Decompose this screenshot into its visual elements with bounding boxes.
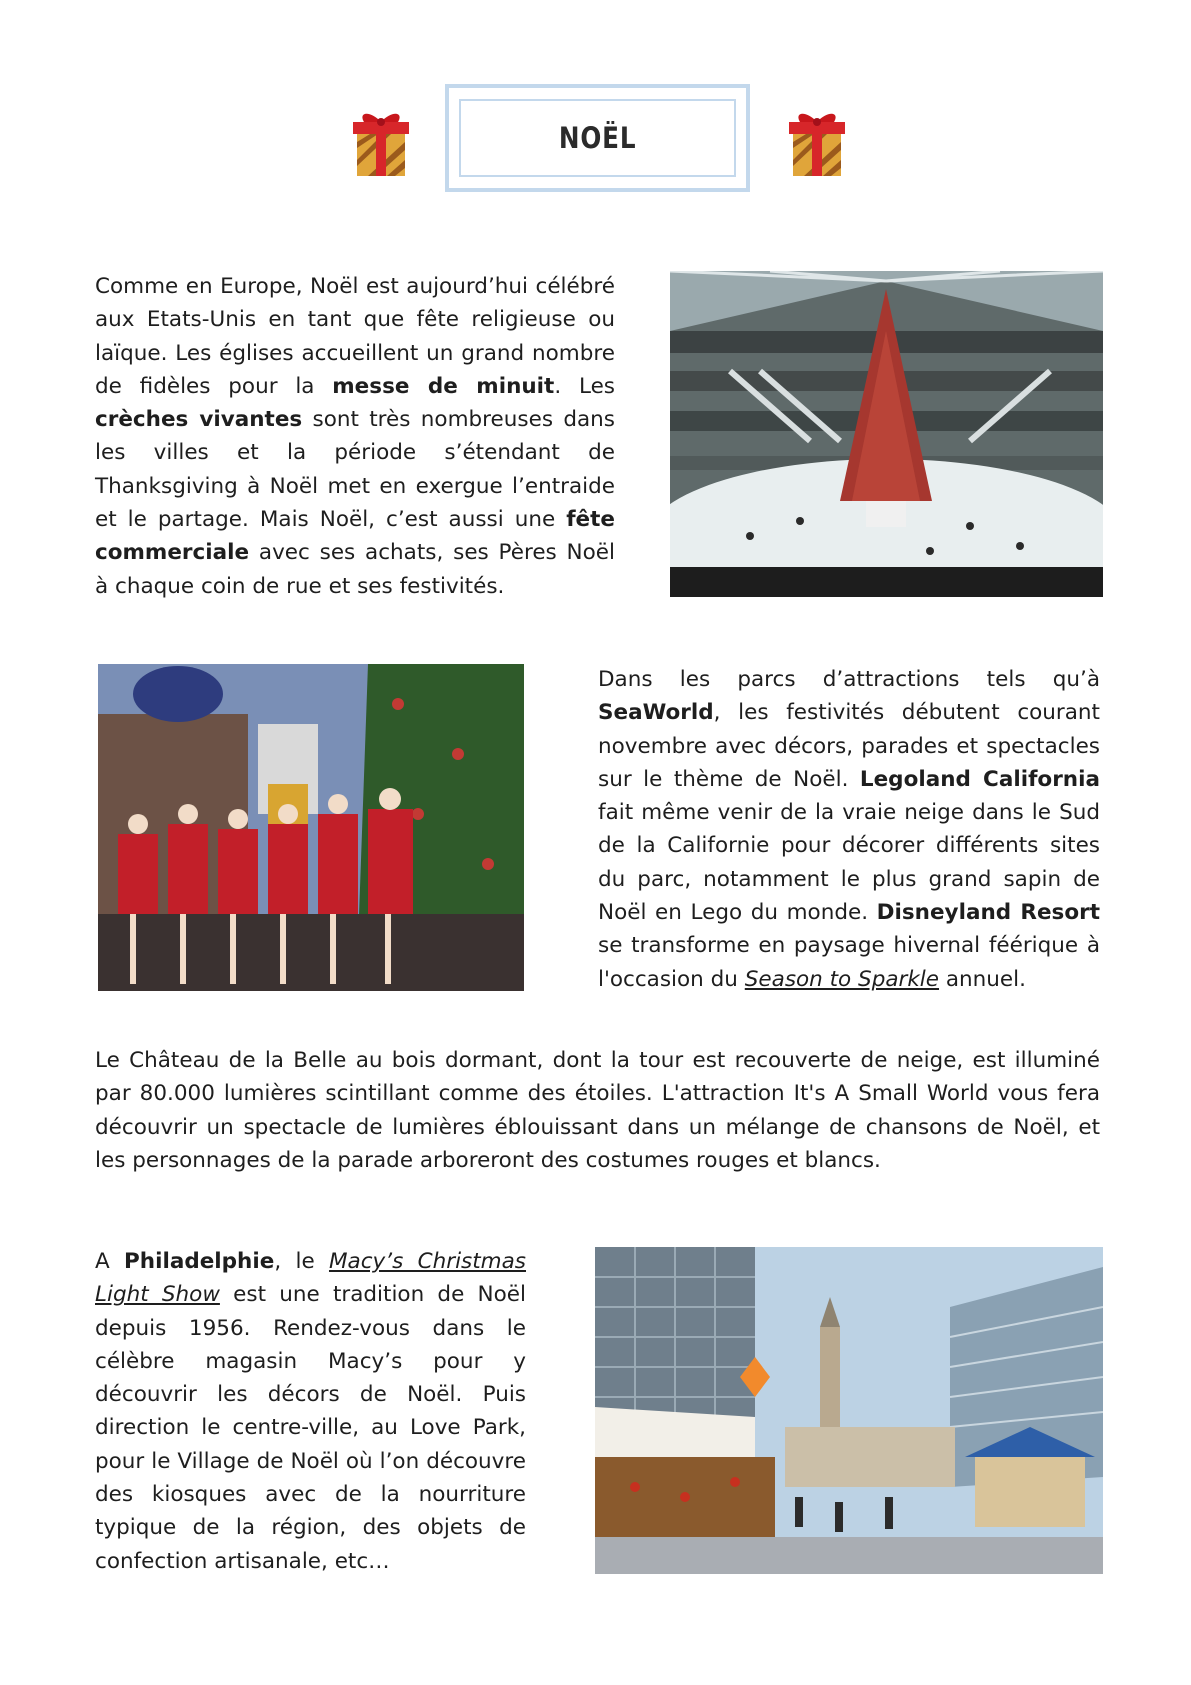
title-frame (445, 84, 750, 192)
link-macys-light-show[interactable]: Macy’s Christmas Light Show (95, 1249, 526, 1308)
gift-icon (350, 108, 412, 178)
paragraph-disney-castle: Le Château de la Belle au bois dormant, dont la tour est recouverte de neige, est illuminé par 80.000 lumières scintillant comme des étoiles. L'attraction It's A Small World vous fera découvrir un spectacle de lumières éblouissant dans un mélange de chansons de Noël, et les personnages de la parade arboreront des costumes rouges et blancs. (95, 1048, 1100, 1173)
photo-mall-christmas-tree (670, 271, 1103, 597)
photo-philadelphia-christmas-village (595, 1247, 1103, 1574)
gift-icon (786, 108, 848, 178)
link-season-to-sparkle[interactable]: Season to Sparkle (744, 966, 940, 992)
paragraph-christmas-usa: Comme en Europe, Noël est aujourd’hui célébré aux Etats-Unis en tant que fête religieuse ou laïque. Les églises accueillent un grand nombre de fidèles pour la messe de minuit. Les crèches vivantes sont très nombreuses dans les villes et la période s’étendant de Thanksgiving à Noël met en exergue l’entraide et le partage. Mais Noël, c’est aussi une fête commerciale avec ses achats, ses Pères Noël à chaque coin de rue et ses festivités. (95, 274, 615, 599)
paragraph-philadelphia: A Philadelphie, le Macy’s Christmas Light Show est une tradition de Noël depuis 1956. Rendez-vous dans le célèbre magasin Macy’s pour y découvrir les décors de Noël. Puis direction le centre-ville, au Love Park, pour le Village de Noël où l’on découvre des kiosques avec de la nourriture typique de la région, des objets de confection artisanale, etc… (95, 1249, 526, 1574)
photo-christmas-parade (98, 664, 524, 991)
paragraph-theme-parks: Dans les parcs d’attractions tels qu’à SeaWorld, les festivités débutent courant novembre avec décors, parades et spectacles sur le thème de Noël. Legoland California fait même venir de la vraie neige dans le Sud de la Californie pour décorer différents sites du parc, notamment le plus grand sapin de Noël en Lego du monde. Disneyland Resort se transforme en paysage hivernal féérique à l'occasion du Season to Sparkle annuel. (598, 667, 1100, 992)
page-title: NOËL (558, 121, 637, 155)
